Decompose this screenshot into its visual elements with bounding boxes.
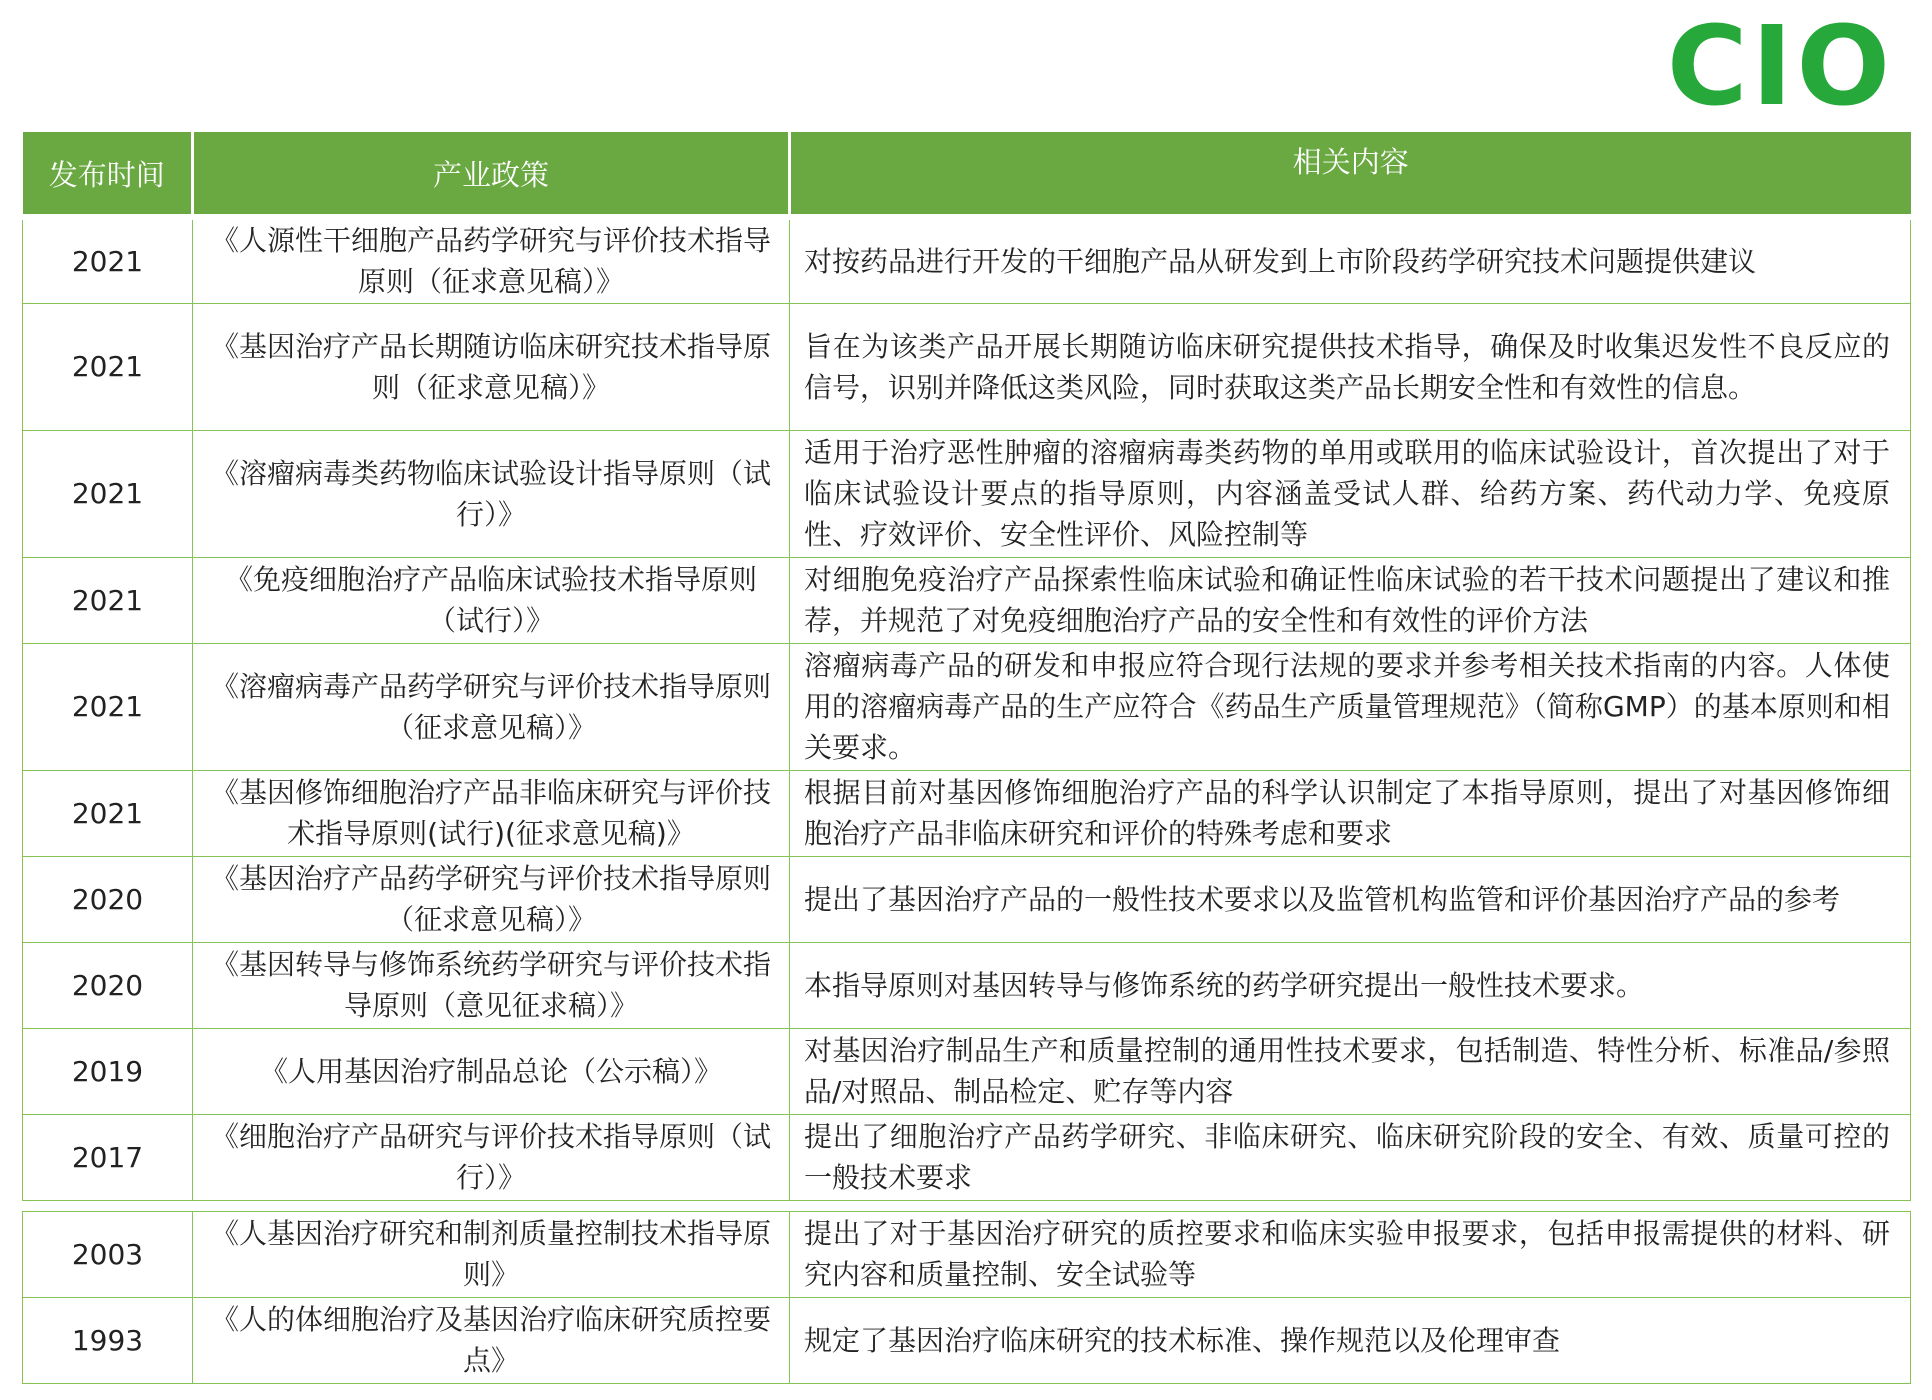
table-row [23, 856, 1911, 942]
year-cell: 2003 [23, 1211, 193, 1297]
content-cell: 对细胞免疫治疗产品探索性临床试验和确证性临床试验的若干技术问题提出了建议和推荐，并规范了对免疫细胞治疗产品的安全性和有效性的评价方法 [790, 557, 1911, 643]
year-cell: 2019 [23, 1028, 193, 1114]
policy-cell: 《基因治疗产品长期随访临床研究技术指导原则（征求意见稿）》 [193, 303, 790, 430]
policy-cell: 《人用基因治疗制品总论（公示稿）》 [193, 1028, 790, 1114]
header-content: 相关内容 [790, 132, 1911, 217]
policy-table [22, 132, 1911, 1384]
policy-cell: 《人的体细胞治疗及基因治疗临床研究质控要点》 [193, 1297, 790, 1383]
policy-cell: 《免疫细胞治疗产品临床试验技术指导原则（试行）》 [193, 557, 790, 643]
content-cell: 提出了基因治疗产品的一般性技术要求以及监管机构监管和评价基因治疗产品的参考 [790, 856, 1911, 942]
content-cell: 对基因治疗制品生产和质量控制的通用性技术要求，包括制造、特性分析、标准品/参照品/对照品、制品检定、贮存等内容 [790, 1028, 1911, 1114]
content-cell: 适用于治疗恶性肿瘤的溶瘤病毒类药物的单用或联用的临床试验设计，首次提出了对于临床试验设计要点的指导原则，内容涵盖受试人群、给药方案、药代动力学、免疫原性、疗效评价、安全性评价、风险控制等 [790, 430, 1911, 557]
policy-cell: 《基因转导与修饰系统药学研究与评价技术指导原则（意见征求稿）》 [193, 942, 790, 1028]
year-cell: 1993 [23, 1297, 193, 1383]
table-row [23, 430, 1911, 557]
content-cell: 提出了细胞治疗产品药学研究、非临床研究、临床研究阶段的安全、有效、质量可控的一般技术要求 [790, 1114, 1911, 1200]
table-row [23, 217, 1911, 303]
content-cell: 本指导原则对基因转导与修饰系统的药学研究提出一般性技术要求。 [790, 942, 1911, 1028]
logo-text: CIO [1666, 2, 1894, 130]
policy-cell: 《基因修饰细胞治疗产品非临床研究与评价技术指导原则(试行)(征求意见稿)》 [193, 770, 790, 856]
policy-cell: 《溶瘤病毒产品药学研究与评价技术指导原则（征求意见稿）》 [193, 643, 790, 770]
content-cell: 根据目前对基因修饰细胞治疗产品的科学认识制定了本指导原则，提出了对基因修饰细胞治疗产品非临床研究和评价的特殊考虑和要求 [790, 770, 1911, 856]
header-year: 发布时间 [23, 132, 193, 217]
policy-cell: 《细胞治疗产品研究与评价技术指导原则（试行）》 [193, 1114, 790, 1200]
table-row [23, 643, 1911, 770]
year-cell: 2020 [23, 856, 193, 942]
year-cell: 2021 [23, 770, 193, 856]
policy-cell: 《基因治疗产品药学研究与评价技术指导原则（征求意见稿）》 [193, 856, 790, 942]
table-row [23, 770, 1911, 856]
content-cell: 提出了对于基因治疗研究的质控要求和临床实验申报要求，包括申报需提供的材料、研究内容和质量控制、安全试验等 [790, 1211, 1911, 1297]
table-row [23, 1114, 1911, 1200]
table-row [23, 1028, 1911, 1114]
header-policy: 产业政策 [193, 132, 790, 217]
content-cell: 旨在为该类产品开展长期随访临床研究提供技术指导，确保及时收集迟发性不良反应的信号，识别并降低这类风险，同时获取这类产品长期安全性和有效性的信息。 [790, 303, 1911, 430]
year-cell: 2021 [23, 217, 193, 303]
table-row [23, 303, 1911, 430]
policy-cell: 《人基因治疗研究和制剂质量控制技术指导原则》 [193, 1211, 790, 1297]
table-row [23, 1211, 1911, 1297]
table-header-row [23, 132, 1911, 217]
table-row [23, 1297, 1911, 1383]
year-cell: 2021 [23, 557, 193, 643]
content-cell: 溶瘤病毒产品的研发和申报应符合现行法规的要求并参考相关技术指南的内容。人体使用的溶瘤病毒产品的生产应符合《药品生产质量管理规范》（简称GMP）的基本原则和相关要求。 [790, 643, 1911, 770]
table-row [23, 557, 1911, 643]
year-cell: 2017 [23, 1114, 193, 1200]
year-cell: 2021 [23, 303, 193, 430]
policy-cell: 《溶瘤病毒类药物临床试验设计指导原则（试行）》 [193, 430, 790, 557]
table-row [23, 942, 1911, 1028]
table-section-divider [23, 1200, 1911, 1211]
cio-logo [1666, 2, 1894, 130]
year-cell: 2021 [23, 430, 193, 557]
policy-cell: 《人源性干细胞产品药学研究与评价技术指导原则（征求意见稿）》 [193, 217, 790, 303]
policy-table-container [22, 132, 1910, 1384]
content-cell: 规定了基因治疗临床研究的技术标准、操作规范以及伦理审查 [790, 1297, 1911, 1383]
year-cell: 2021 [23, 643, 193, 770]
divider-cell [23, 1200, 1911, 1211]
content-cell: 对按药品进行开发的干细胞产品从研发到上市阶段药学研究技术问题提供建议 [790, 217, 1911, 303]
year-cell: 2020 [23, 942, 193, 1028]
